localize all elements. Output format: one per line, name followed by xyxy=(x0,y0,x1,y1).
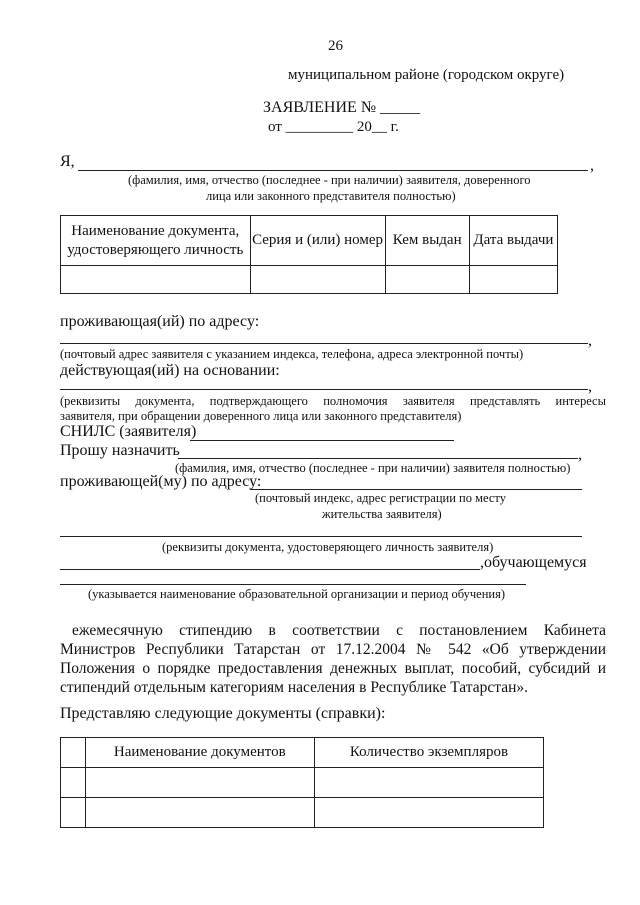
header-text: муниципальном районе (городском округе) xyxy=(288,67,565,83)
assign-comma: , xyxy=(578,446,582,463)
docs-table-cell[interactable] xyxy=(85,768,314,798)
docs-table-header-name: Наименование документов xyxy=(85,738,314,768)
fio-hint-1: (фамилия, имя, отчество (последнее - при наличии) заявителя, доверенного xyxy=(128,173,531,187)
page-number: 26 xyxy=(328,38,343,54)
basis-hint-1: (реквизиты документа, подтверждающего полномочия заявителя представлять интересы xyxy=(60,394,606,408)
intro-comma: , xyxy=(590,157,594,174)
intro-ya: Я, xyxy=(60,153,75,170)
basis-hint-2: заявителя, при обращении доверенного лица или законного представителя) xyxy=(60,409,462,423)
id-table-cell-date[interactable] xyxy=(469,266,557,294)
snils-line[interactable] xyxy=(190,440,454,441)
id-table-cell-name[interactable] xyxy=(61,266,251,294)
address-label: проживающая(ий) по адресу: xyxy=(60,313,260,330)
docs-table-header-number xyxy=(61,738,86,768)
recipient-address-line[interactable] xyxy=(250,489,582,490)
docs-label: Представляю следующие документы (справки): xyxy=(60,705,386,722)
docs-table-cell[interactable] xyxy=(61,768,86,798)
docs-table-cell[interactable] xyxy=(314,768,543,798)
id-table-header-issuer: Кем выдан xyxy=(385,216,469,266)
studying-label: ,обучающемуся xyxy=(480,554,587,571)
documents-table xyxy=(60,737,544,828)
docs-table-cell[interactable] xyxy=(61,798,86,828)
org-line[interactable] xyxy=(60,584,526,585)
date-line: от _________ 20__ г. xyxy=(268,119,399,135)
basis-comma: , xyxy=(588,378,592,395)
org-hint: (указывается наименование образовательной организации и период обучения) xyxy=(88,587,506,601)
fio-line[interactable] xyxy=(78,170,588,171)
address-line[interactable] xyxy=(60,343,588,344)
docs-table-cell[interactable] xyxy=(85,798,314,828)
assign-line[interactable] xyxy=(178,458,578,459)
id-doc-line[interactable] xyxy=(60,536,582,537)
assign-label: Прошу назначить xyxy=(60,442,180,459)
id-doc-hint: (реквизиты документа, удостоверяющего личность заявителя) xyxy=(162,540,494,554)
address-comma: , xyxy=(588,332,592,349)
id-table-header-date: Дата выдачи xyxy=(469,216,557,266)
recipient-address-label: проживающей(му) по адресу: xyxy=(60,473,262,490)
id-document-table xyxy=(60,215,558,294)
studying-line[interactable] xyxy=(60,569,480,570)
id-table-header-name: Наименование документа, удостоверяющего личность xyxy=(61,216,251,266)
docs-table-cell[interactable] xyxy=(314,798,543,828)
recipient-address-hint-1: (почтовый индекс, адрес регистрации по месту xyxy=(255,491,506,505)
form-title: ЗАЯВЛЕНИЕ № _____ xyxy=(263,99,421,116)
fio-hint-2: лица или законного представителя полностью) xyxy=(206,189,456,203)
basis-label: действующая(ий) на основании: xyxy=(60,362,280,379)
id-table-header-series: Серия и (или) номер xyxy=(250,216,385,266)
snils-label: СНИЛС (заявителя) xyxy=(60,423,197,440)
assign-hint: (фамилия, имя, отчество (последнее - при наличии) заявителя полностью) xyxy=(175,461,571,475)
address-hint: (почтовый адрес заявителя с указанием индекса, телефона, адреса электронной почты) xyxy=(60,347,524,361)
basis-line[interactable] xyxy=(60,389,588,390)
stipend-text: ежемесячную стипендию в соответствии с постановлением Кабинета Министров Республики Татарстан от 17.12.2004 № 542 «Об утверждении Положения о порядке предоставления денежных выплат, пособий, субсидий и стипендий отдельным категориям населения в Республике Татарстан». xyxy=(60,622,606,696)
id-table-cell-series[interactable] xyxy=(250,266,385,294)
id-table-cell-issuer[interactable] xyxy=(385,266,469,294)
recipient-address-hint-2: жительства заявителя) xyxy=(322,507,442,521)
docs-table-header-count: Количество экземпляров xyxy=(314,738,543,768)
